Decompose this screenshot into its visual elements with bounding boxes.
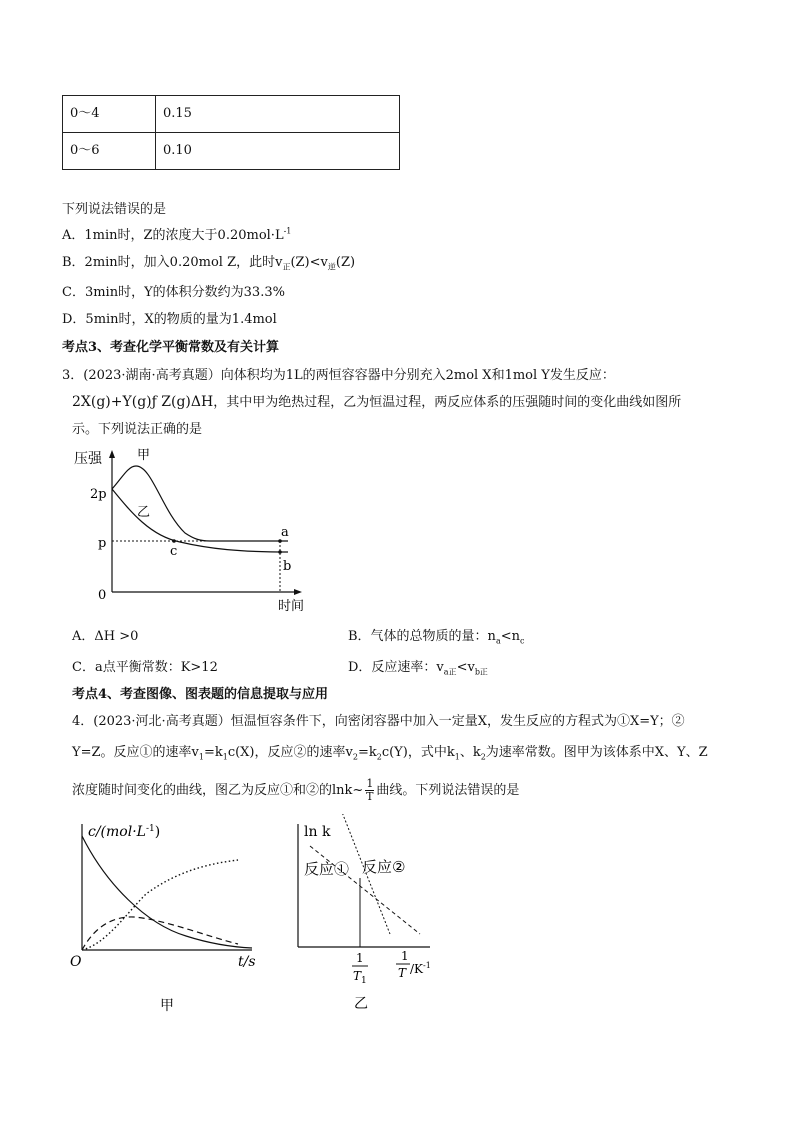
q4-line1: 4．(2023·河北·高考真题）恒温恒容条件下，向密闭容器中加入一定量X，发生反应的方程式为①X=Y；② — [72, 714, 685, 729]
tick-numerator: 1 — [356, 951, 364, 965]
q2-option-b-text: (Z)<v — [290, 255, 328, 270]
q4-line2 — [72, 744, 708, 762]
q2-option-b-text: (Z) — [335, 255, 356, 270]
time-rate-table — [62, 95, 400, 170]
lnk-vs-inverse-t-chart — [290, 814, 460, 1019]
q3-option-c: C．a点平衡常数：K>12 — [72, 660, 218, 675]
q2-option-b-text: B．2min时，加入0.20mol Z，此时v — [62, 255, 283, 270]
origin-label: O — [70, 954, 82, 970]
subscript: 2 — [480, 752, 486, 762]
pressure-time-chart — [60, 446, 320, 616]
q2-option-b — [62, 254, 355, 272]
point-a-label: a — [281, 525, 289, 540]
point-b — [278, 550, 282, 554]
table-cell-time: 0～6 — [63, 133, 156, 170]
x-axis-label: t/s — [238, 954, 256, 970]
curve-yi-label: 乙 — [137, 505, 151, 520]
subscript: a — [495, 636, 501, 646]
figure-caption-yi: 乙 — [354, 996, 368, 1012]
fraction-denominator: T — [366, 790, 374, 803]
q3-option-b-text: B．气体的总物质的量：n — [348, 629, 496, 644]
q3-option-b-text: <n — [500, 629, 520, 644]
curve-x — [82, 836, 252, 948]
q3-option-d-text: <v — [456, 660, 475, 675]
subscript: c — [519, 636, 525, 646]
figure-caption-jia: 甲 — [160, 998, 174, 1014]
fraction-numerator: 1 — [366, 777, 374, 790]
q3-line2-rest: ，其中甲为绝热过程，乙为恒温过程，两反应体系的压强随时间的变化曲线如图所 — [213, 395, 682, 410]
subscript: 逆 — [327, 262, 336, 272]
table-cell-time: 0～4 — [63, 96, 156, 133]
curve-jia — [112, 466, 288, 541]
q3-line3: 示。下列说法正确的是 — [72, 422, 203, 437]
tick-label-p: p — [98, 536, 107, 551]
table-row — [63, 133, 400, 170]
subscript: 2 — [352, 752, 358, 762]
q3-equation: 2X(g)+Y(g)ƒ Z(g)ΔH — [72, 394, 214, 410]
tick-denominator: $T_1$ — [353, 969, 367, 986]
subscript: 1 — [454, 752, 460, 762]
concentration-time-chart — [66, 814, 266, 1019]
q3-line2 — [72, 393, 681, 412]
reaction-2-label: 反应② — [362, 858, 406, 876]
q2-stem: 下列说法错误的是 — [62, 202, 167, 217]
tick-label-2p: 2p — [90, 487, 107, 502]
q4-text: 浓度随时间变化的曲线，图乙为反应①和②的lnk~ — [72, 783, 364, 798]
subscript: 1 — [198, 752, 204, 762]
x-label-unit: $/K^{-1}$ — [410, 961, 431, 976]
table-cell-value: 0.15 — [156, 96, 400, 133]
fraction-1-over-t — [365, 778, 374, 803]
subscript: a正 — [443, 667, 457, 677]
q4-text: 曲线。下列说法错误的是 — [376, 783, 520, 798]
subscript: 2 — [376, 752, 382, 762]
q2-option-a — [62, 227, 291, 245]
q4-text: c(X)，反应②的速率v — [227, 745, 353, 760]
table-cell-value: 0.10 — [156, 133, 400, 170]
point-c — [172, 539, 176, 543]
y-axis-label: $c/(mol\cdot L^{-1})$ — [88, 824, 161, 840]
q4-text: c(Y)，式中k — [381, 745, 455, 760]
q2-option-a-text: A．1min时，Z的浓度大于0.20mol·L — [62, 228, 284, 243]
subscript: b正 — [474, 667, 488, 677]
q4-line3 — [72, 778, 519, 803]
curve-y — [82, 917, 238, 950]
q4-text: Y=Z。反应①的速率v — [72, 745, 199, 760]
kp4-heading: 考点4、考查图像、图表题的信息提取与应用 — [72, 687, 329, 702]
q4-text: =k — [203, 745, 223, 760]
table-row — [63, 96, 400, 133]
origin-label: 0 — [98, 588, 107, 603]
q2-option-d: D．5min时，X的物质的量为1.4mol — [62, 312, 277, 327]
q3-option-d — [348, 659, 488, 677]
reaction-1-label: 反应① — [304, 860, 350, 878]
q4-text: 为速率常数。图甲为该体系中X、Y、Z — [485, 745, 708, 760]
x-label-numerator: 1 — [401, 949, 409, 963]
subscript: 正 — [282, 262, 291, 272]
kp3-heading: 考点3、考查化学平衡常数及有关计算 — [62, 340, 280, 355]
q2-option-c: C．3min时，Y的体积分数约为33.3% — [62, 285, 285, 300]
y-axis-arrow-icon — [109, 450, 115, 458]
q3-option-d-text: D．反应速率：v — [348, 660, 444, 675]
point-c-label: c — [170, 544, 178, 559]
point-b-label: b — [283, 559, 292, 574]
subscript: 1 — [222, 752, 228, 762]
q3-option-b — [348, 628, 524, 646]
y-axis-label: 压强 — [74, 451, 102, 467]
q3-option-a: A．ΔH >0 — [72, 629, 139, 644]
x-axis-arrow-icon — [294, 589, 302, 595]
superscript: -1 — [283, 226, 292, 236]
q3-line1: 3．(2023·湖南·高考真题）向体积均为1L的两恒容容器中分别充入2mol X和1mol Y发生反应： — [62, 368, 615, 383]
y-axis-label: ln k — [304, 824, 331, 840]
curve-yi — [112, 489, 288, 552]
x-axis-label: 时间 — [278, 599, 305, 614]
x-label-denominator: T — [398, 966, 407, 980]
curve-jia-label: 甲 — [137, 448, 151, 463]
q4-text: 、k — [459, 745, 481, 760]
q4-text: =k — [357, 745, 377, 760]
